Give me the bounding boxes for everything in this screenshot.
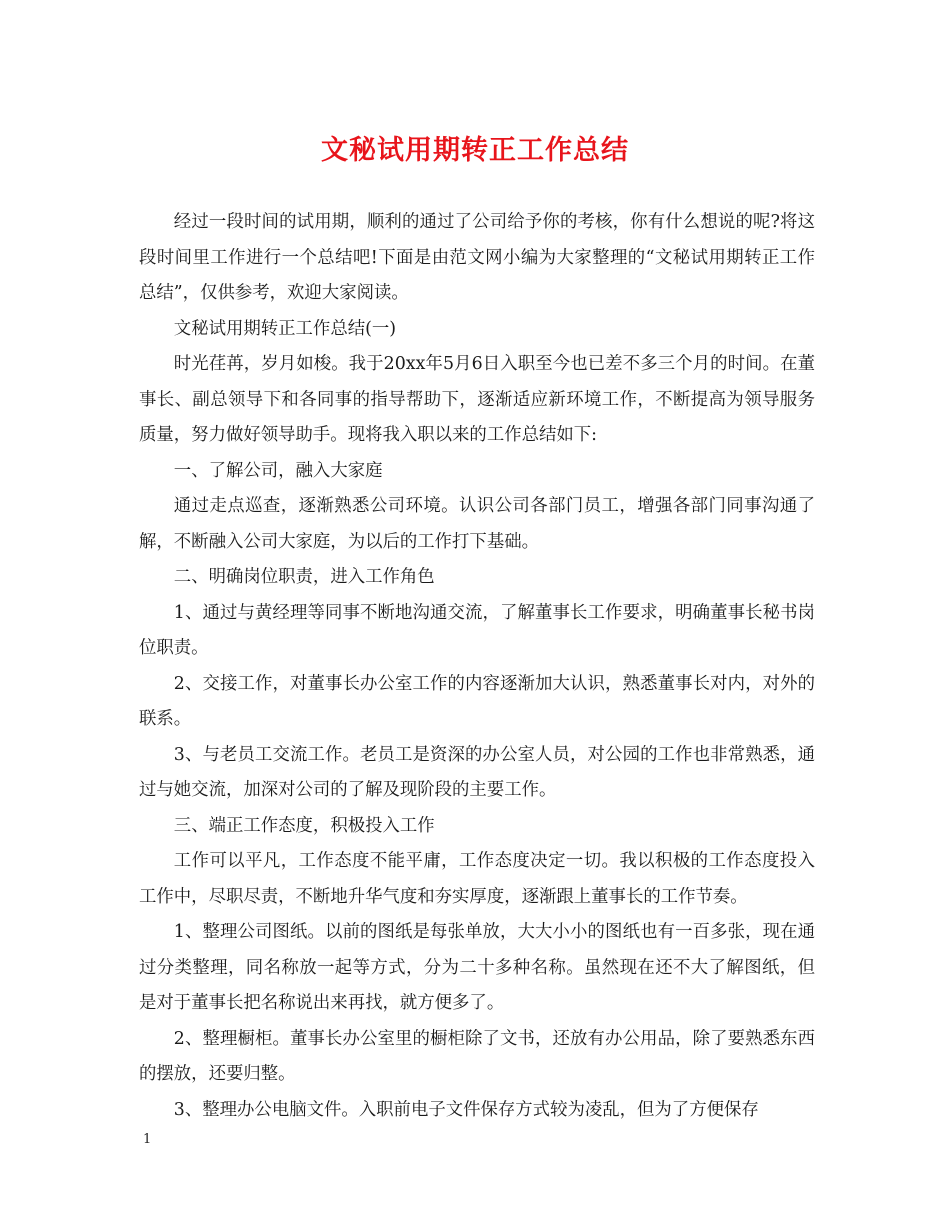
- document-title: 文秘试用期转正工作总结: [321, 135, 629, 166]
- page-number: 1: [143, 1132, 152, 1147]
- section-heading: 文秘试用期转正工作总结(一): [173, 318, 397, 339]
- paragraph: 时光荏苒，岁月如梭。我于20xx年5月6日入职至今也已差不多三个月的时间。在董事长、副总领导下和各同事的指导帮助下，逐渐适应新环境工作，不断提高为领导服务质量，努力做好领导助手。现将我入职以来的工作总结如下:: [139, 354, 815, 445]
- document-body: [139, 205, 815, 1128]
- paragraph: 工作可以平凡，工作态度不能平庸，工作态度决定一切。我以积极的工作态度投入工作中，尽职尽责，不断地升华气度和夯实厚度，逐渐跟上董事长的工作节奏。: [139, 851, 815, 907]
- section-heading: 三、端正工作态度，积极投入工作: [173, 815, 435, 836]
- paragraph: 2、整理橱柜。董事长办公室里的橱柜除了文书，还放有办公用品，除了要熟悉东西的摆放，还要归整。: [139, 1028, 815, 1084]
- paragraph: 1、整理公司图纸。以前的图纸是每张单放，大大小小的图纸也有一百多张，现在通过分类整理，同名称放一起等方式，分为二十多种名称。虽然现在还不大了解图纸，但是对于董事长把名称说出来再找，就方便多了。: [139, 922, 815, 1013]
- section-heading: 一、了解公司，融入大家庭: [173, 460, 383, 481]
- section-heading: 二、明确岗位职责，进入工作角色: [173, 567, 435, 587]
- paragraph: 3、整理办公电脑文件。入职前电子文件保存方式较为凌乱，但为了方便保存: [173, 1099, 759, 1120]
- paragraph: 经过一段时间的试用期，顺利的通过了公司给予你的考核，你有什么想说的呢?将这段时间里工作进行一个总结吧!下面是由范文网小编为大家整理的“文秘试用期转正工作总结”，仅供参考，欢迎大家阅读。: [139, 212, 815, 303]
- paragraph: 3、与老员工交流工作。老员工是资深的办公室人员，对公园的工作也非常熟悉，通过与她交流，加深对公司的了解及现阶段的主要工作。: [139, 744, 815, 800]
- paragraph: 1、通过与黄经理等同事不断地沟通交流，了解董事长工作要求，明确董事长秘书岗位职责。: [139, 602, 815, 658]
- paragraph: 2、交接工作，对董事长办公室工作的内容逐渐加大认识，熟悉董事长对内，对外的联系。: [139, 673, 815, 729]
- paragraph: 通过走点巡查，逐渐熟悉公司环境。认识公司各部门员工，增强各部门同事沟通了解，不断融入公司大家庭，为以后的工作打下基础。: [139, 496, 815, 552]
